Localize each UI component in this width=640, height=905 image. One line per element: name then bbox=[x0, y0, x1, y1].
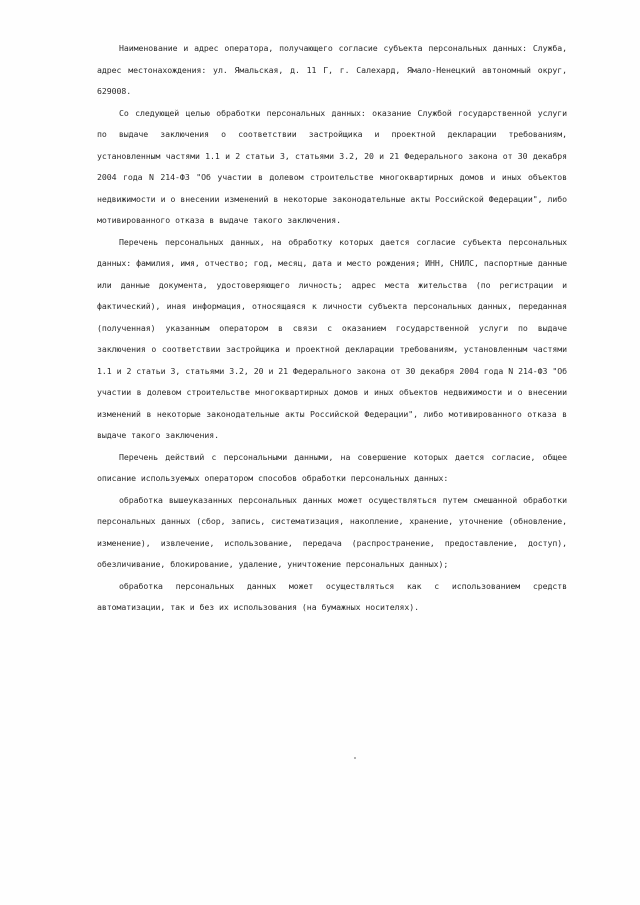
actions-paragraph: Перечень действий с персональными данными, на совершение которых дается согласие, общее описание используемых оператором способов обработки персональных данных: bbox=[97, 451, 567, 483]
list-item-mixed-processing: обработка вышеуказанных персональных данных может осуществляться путем смешанной обработки персональных данных (сбор, запись, систематизация, накопление, хранение, уточнение (обновление, изменение), извлечение, использование, передача (распространение, предоставление, доступ), обезличивание, блокирование, удаление, уничтожение персональных данных); bbox=[97, 494, 567, 569]
purpose-paragraph: Со следующей целью обработки персональных данных: оказание Службой государственной услуги по выдаче заключения о соответствии застройщика и проектной декларации требованиям, установленным частями 1.1 и 2 статьи 3, статьями 3.2, 20 и 21 Федерального закона от 30 декабря 2004 года N 214-ФЗ "Об участии в долевом строительстве многоквартирных домов и иных объектов недвижимости и о внесении изменений в некоторые законодательные акты Российской Федерации", либо мотивированного отказа в выдаче такого заключения. bbox=[97, 107, 567, 225]
data-list-paragraph: Перечень персональных данных, на обработку которых дается согласие субъекта персональных данных: фамилия, имя, отчество; год, месяц, дата и место рождения; ИНН, СНИЛС, паспортные данные или данные документа, удостоверяющего личность; адрес места жительства (по регистрации и фактический), иная информация, относящаяся к личности субъекта персональных данных, переданная (полученная) указанным оператором в связи с оказанием государственной услуги по выдаче заключения о соответствии застройщика и проектной декларации требованиям, установленным частями 1.1 и 2 статьи 3, статьями 3.2, 20 и 21 Федерального закона от 30 декабря 2004 года N 214-ФЗ "Об участии в долевом строительстве многоквартирных домов и иных объектов недвижимости и о внесении изменений в некоторые законодательные акты Российской Федерации", либо мотивированного отказа в выдаче такого заключения. bbox=[97, 236, 567, 440]
list-item-automation: обработка персональных данных может осуществляться как с использованием средств автоматизации, так и без их использования (на бумажных носителях). bbox=[97, 580, 567, 612]
scan-speck bbox=[354, 757, 356, 759]
operator-paragraph: Наименование и адрес оператора, получающего согласие субъекта персональных данных: Служба, адрес местонахождения: ул. Ямальская, д. 11 Г, г. Салехард, Ямало-Ненецкий автономный округ, 629008. bbox=[97, 43, 567, 96]
document-body bbox=[97, 38, 567, 619]
